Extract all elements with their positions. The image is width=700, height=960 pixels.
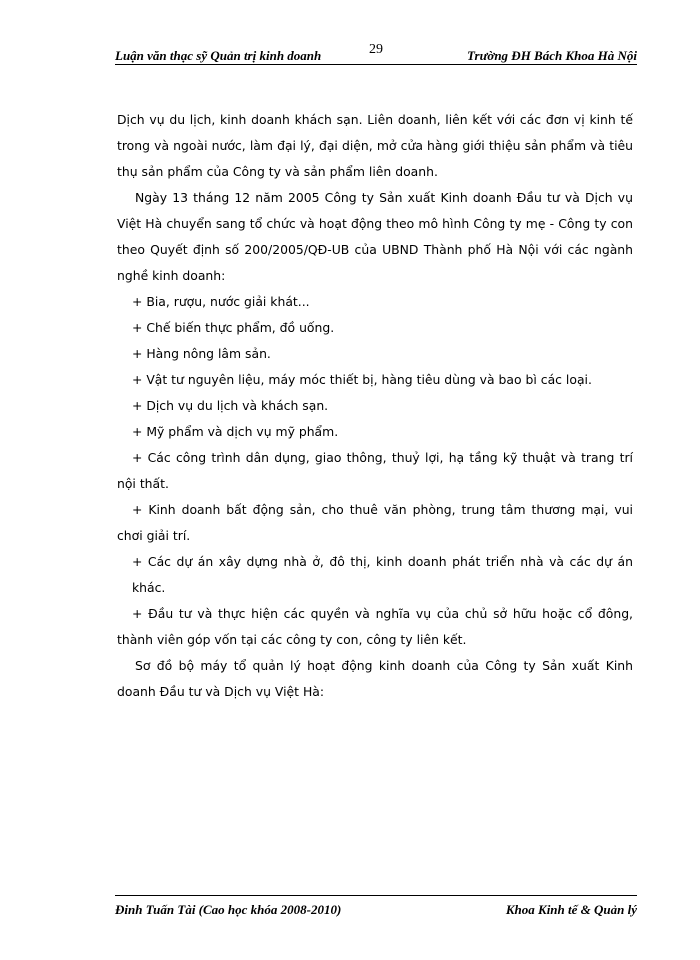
footer-author: Đinh Tuấn Tài (Cao học khóa 2008-2010) [115, 902, 342, 917]
list-item: + Các công trình dân dụng, giao thông, thuỷ lợi, hạ tầng kỹ thuật và trang trí nội thất. [117, 450, 633, 491]
list-item: + Mỹ phẩm và dịch vụ mỹ phẩm. [132, 424, 339, 439]
list-item: + Đầu tư và thực hiện các quyền và nghĩa vụ của chủ sở hữu hoặc cổ đông, thành viên góp vốn tại các công ty con, công ty liên kết. [117, 606, 633, 647]
paragraph-2: Ngày 13 tháng 12 năm 2005 Công ty Sản xuất Kinh doanh Đầu tư và Dịch vụ Việt Hà chuyển sang tổ chức và hoạt động theo mô hình Công ty mẹ - Công ty con theo Quyết định số 200/2005/QĐ-UB của UBND Thành phố Hà Nội với các ngành nghề kinh doanh: [117, 190, 633, 283]
page-header [115, 42, 637, 65]
list-item: + Chế biến thực phẩm, đồ uống. [132, 320, 335, 335]
header-university: Trường ĐH Bách Khoa Hà Nội [467, 48, 637, 63]
list-item: + Các dự án xây dựng nhà ở, đô thị, kinh doanh phát triển nhà và các dự án khác. [132, 554, 633, 595]
page-footer [115, 895, 637, 922]
list-item: + Kinh doanh bất động sản, cho thuê văn phòng, trung tâm thương mại, vui chơi giải trí. [117, 502, 633, 543]
page-number: 29 [369, 42, 383, 57]
closing-paragraph: Sơ đồ bộ máy tổ quản lý hoạt động kinh doanh của Công ty Sản xuất Kinh doanh Đầu tư và Dịch vụ Việt Hà: [117, 658, 633, 699]
document-body [117, 107, 633, 705]
list-item: + Dịch vụ du lịch và khách sạn. [132, 398, 329, 413]
list-item: + Bia, rượu, nước giải khát... [132, 294, 310, 309]
header-thesis-title: Luận văn thạc sỹ Quản trị kinh doanh [115, 48, 322, 63]
footer-faculty: Khoa Kinh tế & Quản lý [505, 902, 637, 917]
paragraph-1: Dịch vụ du lịch, kinh doanh khách sạn. Liên doanh, liên kết với các đơn vị kinh tế trong và ngoài nước, làm đại lý, đại diện, mở cửa hàng giới thiệu sản phẩm và tiêu thụ sản phẩm của Công ty và sản phẩm liên doanh. [117, 112, 633, 179]
list-item: + Hàng nông lâm sản. [132, 346, 271, 361]
list-item: + Vật tư nguyên liệu, máy móc thiết bị, hàng tiêu dùng và bao bì các loại. [132, 372, 592, 387]
